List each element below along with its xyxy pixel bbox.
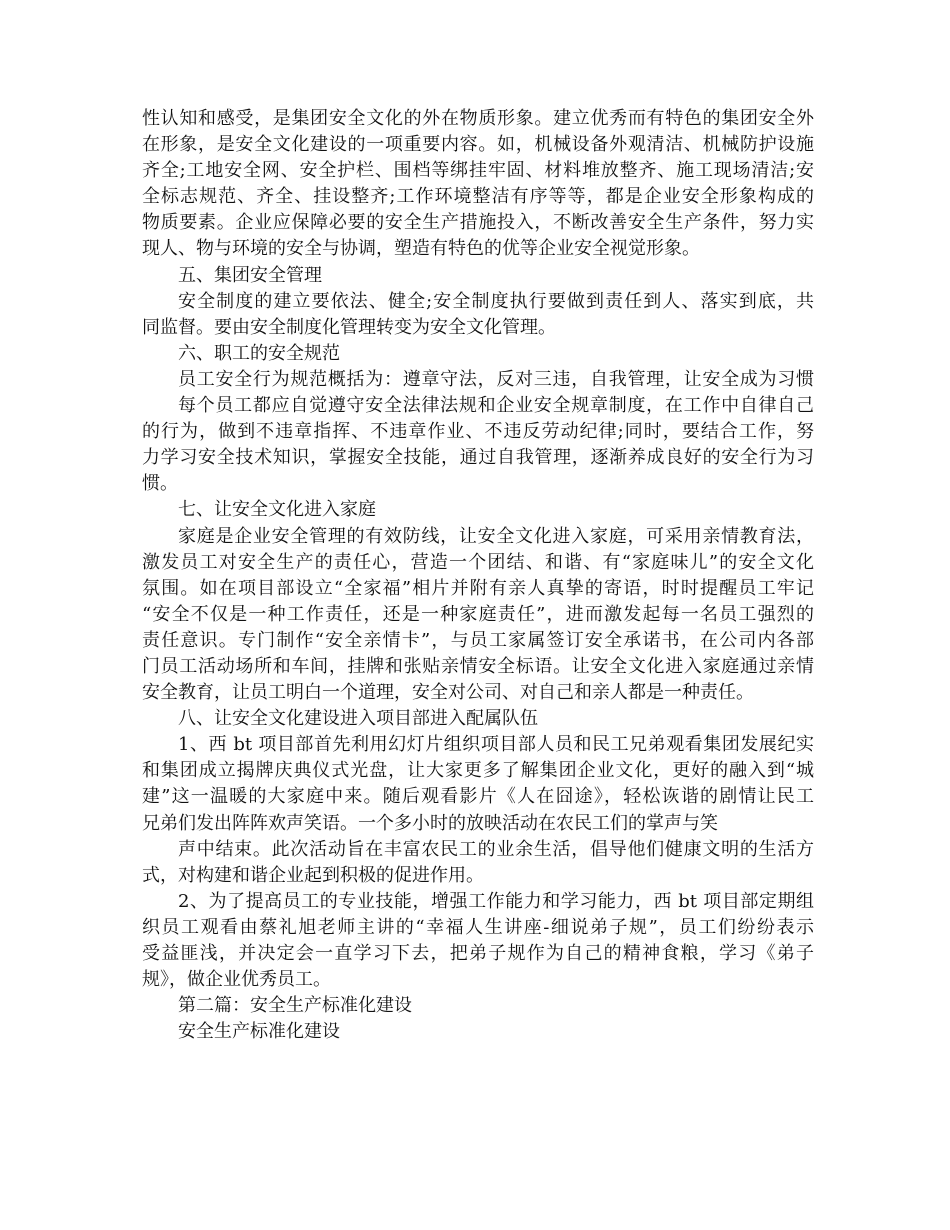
text-line: 和集团成立揭牌庆典仪式光盘，让大家更多了解集团企业文化，更好的融入到“城 bbox=[142, 760, 814, 782]
text-line: 安全教育，让员工明白一个道理，安全对公司、对自己和亲人都是一种责任。 bbox=[142, 682, 754, 704]
text-line: 五、集团安全管理 bbox=[178, 264, 322, 286]
text-line: 家庭是企业安全管理的有效防线，让安全文化进入家庭，可采用亲情教育法， bbox=[178, 525, 814, 547]
text-line: 声中结束。此次活动旨在丰富农民工的业余生活，倡导他们健康文明的生活方 bbox=[178, 838, 814, 860]
document-body bbox=[142, 106, 814, 1045]
text-line: 氛围。如在项目部设立“全家福”相片并附有亲人真挚的寄语，时时提醒员工牢记 bbox=[142, 577, 814, 599]
text-line: 安全生产标准化建设 bbox=[178, 1021, 340, 1043]
text-line: 受益匪浅，并决定会一直学习下去，把弟子规作为自己的精神食粮，学习《弟子 bbox=[142, 943, 814, 964]
text-line: 兄弟们发出阵阵欢声笑语。一个多小时的放映活动在农民工们的掌声与笑 bbox=[142, 812, 718, 834]
text-line: 激发员工对安全生产的责任心，营造一个团结、和谐、有“家庭味儿”的安全文化 bbox=[142, 551, 814, 573]
text-line: 在形象，是安全文化建设的一项重要内容。如，机械设备外观清洁、机械防护设施 bbox=[142, 134, 814, 156]
text-line: 七、让安全文化进入家庭 bbox=[178, 499, 376, 521]
text-line: 安全制度的建立要依法、健全;安全制度执行要做到责任到人、落实到底，共 bbox=[178, 290, 814, 312]
text-line: 同监督。要由安全制度化管理转变为安全文化管理。 bbox=[142, 316, 556, 338]
text-line: “安全不仅是一种工作责任，还是一种家庭责任”，进而激发起每一名员工强烈的 bbox=[142, 603, 814, 625]
text-line: 式，对构建和谐企业起到积极的促进作用。 bbox=[142, 864, 484, 886]
text-line: 每个员工都应自觉遵守安全法律法规和企业安全规章制度，在工作中自律自己 bbox=[178, 395, 814, 417]
text-line: 八、让安全文化建设进入项目部进入配属队伍 bbox=[178, 708, 538, 730]
text-line: 建”这一温暖的大家庭中来。随后观看影片《人在囧途》，轻松诙谐的剧情让民工 bbox=[142, 786, 814, 808]
text-line: 1、西 bt 项目部首先利用幻灯片组织项目部人员和民工兄弟观看集团发展纪实 bbox=[178, 734, 814, 756]
text-line: 规》，做企业优秀员工。 bbox=[142, 969, 331, 991]
text-line: 惯。 bbox=[142, 473, 178, 495]
text-line: 2、为了提高员工的专业技能，增强工作能力和学习能力，西 bt 项目部定期组 bbox=[178, 890, 814, 912]
text-line: 六、职工的安全规范 bbox=[178, 342, 340, 364]
text-line: 现人、物与环境的安全与协调，塑造有特色的优等企业安全视觉形象。 bbox=[142, 238, 700, 260]
text-line: 员工安全行为规范概括为：遵章守法，反对三违，自我管理，让安全成为习惯 bbox=[178, 368, 814, 390]
text-line: 责任意识。专门制作“安全亲情卡”，与员工家属签订安全承诺书，在公司内各部 bbox=[142, 629, 814, 651]
text-line: 力学习安全技术知识，掌握安全技能，通过自我管理，逐渐养成良好的安全行为习 bbox=[142, 447, 814, 469]
text-line: 性认知和感受，是集团安全文化的外在物质形象。建立优秀而有特色的集团安全外 bbox=[142, 108, 814, 129]
text-line: 门员工活动场所和车间，挂牌和张贴亲情安全标语。让安全文化进入家庭通过亲情 bbox=[142, 655, 814, 677]
text-line: 全标志规范、齐全、挂设整齐;工作环境整洁有序等等，都是企业安全形象构成的 bbox=[142, 186, 814, 208]
text-line: 的行为，做到不违章指挥、不违章作业、不违反劳动纪律;同时，要结合工作，努 bbox=[142, 421, 814, 443]
text-line: 第二篇：安全生产标准化建设 bbox=[178, 995, 412, 1017]
text-line: 齐全;工地安全网、安全护栏、围档等绑挂牢固、材料堆放整齐、施工现场清洁;安 bbox=[142, 160, 814, 182]
text-line: 织员工观看由蔡礼旭老师主讲的“幸福人生讲座-细说弟子规”，员工们纷纷表示 bbox=[142, 916, 814, 938]
text-line: 物质要素。企业应保障必要的安全生产措施投入，不断改善安全生产条件，努力实 bbox=[142, 212, 814, 234]
